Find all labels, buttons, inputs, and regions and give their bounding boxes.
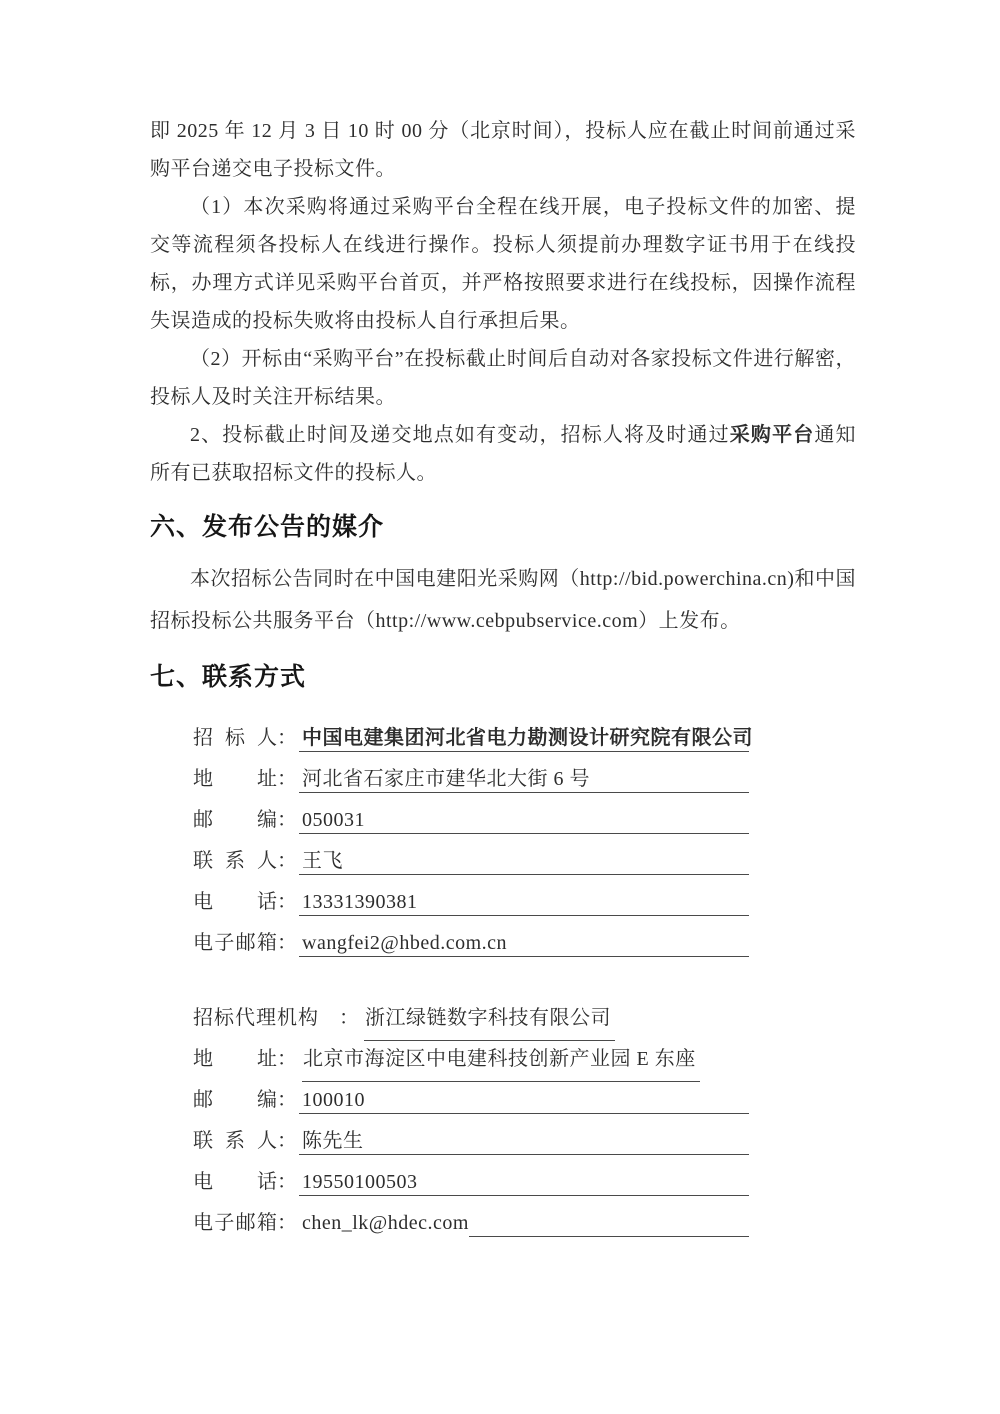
contact-row-bidder-postcode <box>193 800 749 841</box>
underline <box>299 1113 749 1114</box>
contact-row-bidder-name <box>193 718 753 759</box>
bidder-person-value: 王飞 <box>302 850 343 872</box>
procurement-platform-emphasis: 采购平台 <box>729 424 815 446</box>
bidder-email-label: 电子邮箱 <box>193 932 277 954</box>
underline <box>299 833 749 834</box>
contact-row-bidder-person <box>193 841 749 882</box>
agency-phone-value: 19550100503 <box>302 1171 418 1193</box>
agency-name-value: 浙江绿链数字科技有限公司 <box>364 998 615 1041</box>
paragraph-bid-opening: （2）开标由“采购平台”在投标截止时间后自动对各家投标文件进行解密，投标人及时关注开标结果。 <box>150 348 856 408</box>
colon: ： <box>277 1171 297 1193</box>
bidder-name-label: 招标人 <box>193 727 277 749</box>
colon: ： <box>277 1089 297 1111</box>
intro-paragraphs <box>150 112 856 492</box>
colon: ： <box>277 932 297 954</box>
agency-name-label: 招标代理机构 <box>193 1007 319 1029</box>
agency-address-label: 地址 <box>193 1048 277 1070</box>
contact-row-agency-name <box>193 998 749 1039</box>
bidder-contact-block <box>193 718 753 964</box>
bidder-person-label: 联系人 <box>193 850 277 872</box>
contact-row-agency-person <box>193 1121 749 1162</box>
bidder-phone-label: 电话 <box>193 891 277 913</box>
colon: ： <box>339 1007 359 1029</box>
section-6-heading: 六、发布公告的媒介 <box>150 513 385 541</box>
contact-row-bidder-email <box>193 923 749 964</box>
agency-contact-block <box>193 998 749 1244</box>
underline <box>299 915 749 916</box>
paragraph-change-notice-prefix: 2、投标截止时间及递交地点如有变动，招标人将及时通过 <box>190 424 730 446</box>
spacer <box>150 708 856 718</box>
contact-row-agency-address <box>193 1039 749 1080</box>
contact-row-agency-postcode <box>193 1080 749 1121</box>
contact-row-agency-email <box>193 1203 749 1244</box>
contact-row-bidder-phone <box>193 882 749 923</box>
colon: ： <box>277 891 297 913</box>
underline <box>299 956 749 957</box>
trailing-underline <box>469 1236 749 1237</box>
agency-email-label: 电子邮箱 <box>193 1212 277 1234</box>
agency-address-value: 北京市海淀区中电建科技创新产业园 E 东座 <box>302 1039 700 1082</box>
colon: ： <box>277 1212 297 1234</box>
underline <box>299 1154 749 1155</box>
paragraph-deadline: 即 2025 年 12 月 3 日 10 时 00 分（北京时间），投标人应在截止时间前通过采购平台递交电子投标文件。 <box>150 120 856 180</box>
paragraph-online-process: （1）本次采购将通过采购平台全程在线开展，电子投标文件的加密、提交等流程须各投标人在线进行操作。投标人须提前办理数字证书用于在线投标，办理方式详见采购平台首页，并严格按照要求进行在线投标，因操作流程失误造成的投标失败将由投标人自行承担后果。 <box>150 196 856 332</box>
agency-person-value: 陈先生 <box>302 1130 364 1152</box>
paragraph-change-notice-suffix: 通知所有已获取招标文件的投标人。 <box>150 424 857 484</box>
colon: ： <box>277 1130 297 1152</box>
section-7-heading: 七、联系方式 <box>150 663 307 691</box>
contact-row-bidder-address <box>193 759 749 800</box>
colon: ： <box>277 727 297 749</box>
bidder-name-value: 中国电建集团河北省电力勘测设计研究院有限公司 <box>302 727 753 749</box>
agency-email-value: chen_lk@hdec.com <box>302 1212 469 1234</box>
colon: ： <box>277 1048 297 1070</box>
agency-person-label: 联系人 <box>193 1130 277 1152</box>
colon: ： <box>277 809 297 831</box>
agency-phone-label: 电话 <box>193 1171 277 1193</box>
bidder-email-value: wangfei2@hbed.com.cn <box>302 932 508 954</box>
colon: ： <box>277 768 297 790</box>
colon: ： <box>277 850 297 872</box>
agency-postcode-value: 100010 <box>302 1089 365 1111</box>
bidder-address-label: 地址 <box>193 768 277 790</box>
section-6-body: 本次招标公告同时在中国电建阳光采购网（http://bid.powerchina.cn)和中国招标投标公共服务平台（http://www.cebpubservice.com）上发布。 <box>150 568 856 632</box>
bidder-postcode-value: 050031 <box>302 809 365 831</box>
bidder-phone-value: 13331390381 <box>302 891 418 913</box>
underline <box>299 751 749 752</box>
underline <box>299 874 749 875</box>
bidder-postcode-label: 邮编 <box>193 809 277 831</box>
bidder-address-value: 河北省石家庄市建华北大街 6 号 <box>302 768 590 790</box>
underline <box>299 1195 749 1196</box>
underline <box>299 792 749 793</box>
agency-postcode-label: 邮编 <box>193 1089 277 1111</box>
paragraph-change-notice <box>150 416 856 492</box>
contact-row-agency-phone <box>193 1162 749 1203</box>
